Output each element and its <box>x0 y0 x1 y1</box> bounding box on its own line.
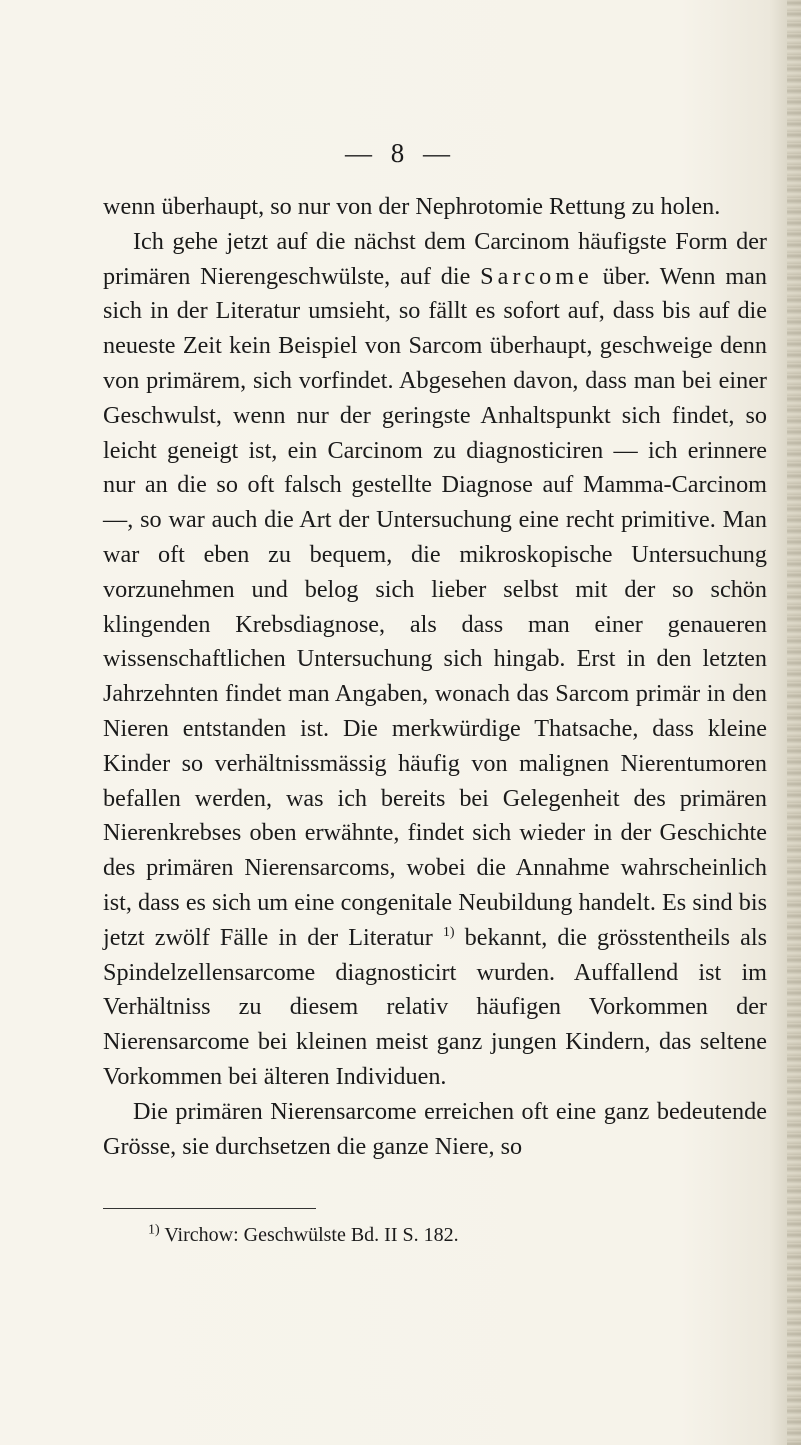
footnote-reference[interactable]: 1) <box>442 924 455 940</box>
emphasized-term: Sarcome <box>480 262 593 290</box>
paragraph-2: Ich gehe jetzt auf die nächst dem Carcinom häufigste Form der primären Nierengeschwülste, auf die Sarcome über. Wenn man sich in der Literatur umsieht, so fällt es sofort auf, dass bis auf die neueste Zeit kein Beispiel von Sarcom überhaupt, geschweige denn von primärem, sich vorfindet. Abgesehen davon, dass man bei einer Geschwulst, wenn nur der geringste Anhaltspunkt sich findet, so leicht geneigt ist, ein Carcinom zu diagnosticiren — ich erinnere nur an die so oft falsch gestellte Diagnose auf Mamma-Carcinom —, so war auch die Art der Untersuchung eine recht primitive. Man war oft eben zu bequem, die mikroskopische Untersuchung vorzunehmen und belog sich lieber selbst mit der so schön klingenden Krebsdiagnose, als dass man einer genaueren wissenschaftlichen Untersuchung sich hingab. Erst in den letzten Jahrzehnten findet man Angaben, wonach das Sarcom primär in den Nieren entstanden ist. Die merkwürdige Thatsache, dass kleine Kinder so verhältnissmässig häufig von malignen Nierentumoren befallen werden, was ich bereits bei Gelegenheit des primären Nierenkrebses oben erwähnte, findet sich wieder in der Geschichte des primären Nierensarcoms, wobei die Annahme wahrscheinlich ist, dass es sich um eine congenitale Neubildung handelt. Es sind bis jetzt zwölf Fälle in der Literatur $^{1)}$ bekannt, die grösstentheils als Spindelzellensarcome diagnosticirt wurden. Auffallend ist im Verhältniss zu diesem relativ häufigen Vorkommen der Nierensarcome bei kleinen meist ganz jungen Kindern, das seltene Vorkommen bei älteren Individuen. <box>103 227 768 1090</box>
footnote <box>148 1222 768 1248</box>
footnote-text: Virchow: Geschwülste Bd. II S. 182. <box>164 1224 459 1246</box>
footnote-divider <box>103 1208 316 1209</box>
footnote-marker: 1) <box>148 1222 160 1238</box>
paragraph-3: Die primären Nierensarcome erreichen oft eine ganz bedeutende Grösse, sie durchsetzen die ganze Niere, so <box>103 1097 767 1160</box>
page-number: — 8 — <box>345 138 456 168</box>
body-text <box>103 190 767 1164</box>
paragraph-1: wenn überhaupt, so nur von der Nephrotomie Rettung zu holen. <box>103 193 721 220</box>
page-edge <box>787 0 801 1445</box>
